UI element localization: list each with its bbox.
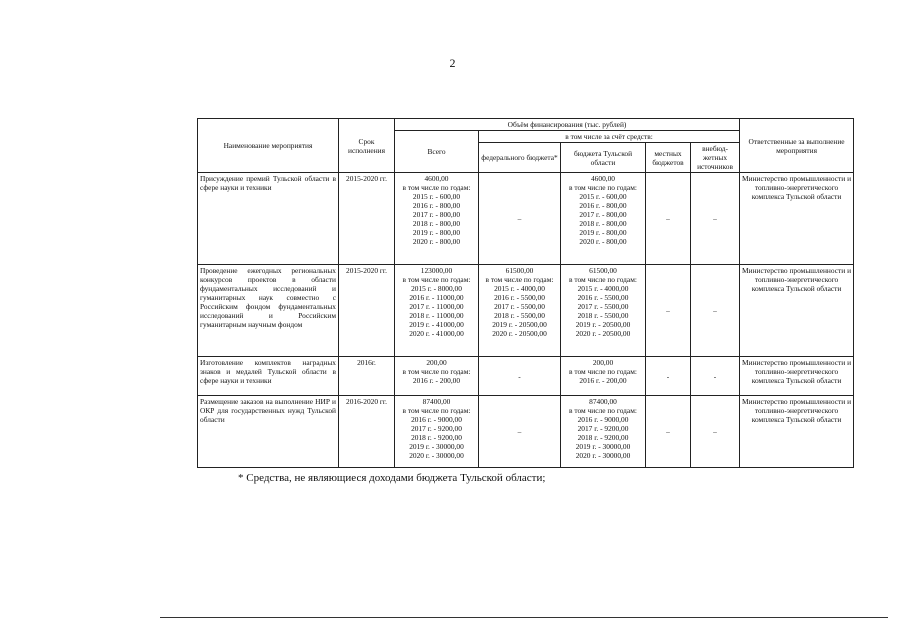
bottom-rule [160, 617, 888, 618]
cell-regional-line: 200,00 [592, 358, 614, 368]
cell-regional-line: 2020 г. - 20500,00 [575, 329, 631, 339]
cell-total [395, 357, 479, 396]
table-row [198, 173, 854, 265]
cell-regional-line: 87400,00 [589, 397, 617, 407]
cell-total-line: 2015 г. - 600,00 [412, 192, 461, 202]
table-row [198, 357, 854, 396]
cell-term: 2016-2020 гг. [339, 396, 395, 468]
cell-regional-line: 2015 г. - 4000,00 [577, 284, 629, 294]
cell-regional-line: 4600,00 [590, 174, 616, 184]
cell-federal [479, 173, 561, 265]
cell-regional-line: 2018 г. - 5500,00 [577, 311, 629, 321]
cell-offbudget: – [691, 173, 740, 265]
cell-name: Изготовление комплектов наградных знаков и медалей Тульской области в сфере науки и техники [198, 357, 339, 396]
cell-name: Присуждение премий Тульской области в сфере науки и техники [198, 173, 339, 265]
cell-regional-line: 2017 г. - 800,00 [579, 210, 627, 220]
cell-total-line: в том числе по годам: [402, 367, 471, 377]
cell-total-line: 123000,00 [420, 266, 453, 276]
cell-total [395, 396, 479, 468]
cell-total-line: 2015 г. - 8000,00 [411, 284, 462, 294]
cell-federal-line: 2017 г. - 5500,00 [494, 302, 545, 312]
cell-regional-line: 2016 г. - 800,00 [579, 201, 627, 211]
cell-federal-value: - [518, 371, 521, 381]
cell-regional [561, 173, 646, 265]
cell-responsible: Министерство промышленности и топливно-энергетического комплекса Тульской области [740, 265, 854, 357]
cell-offbudget: – [691, 396, 740, 468]
cell-term: 2015-2020 гг. [339, 173, 395, 265]
cell-federal-value: – [517, 427, 522, 437]
cell-local: - [646, 357, 691, 396]
cell-total-line: 2020 г. - 41000,00 [409, 329, 464, 339]
cell-local: – [646, 173, 691, 265]
cell-total-line: 2018 г. - 11000,00 [409, 311, 464, 321]
cell-regional-line: 2020 г. - 30000,00 [575, 451, 631, 461]
cell-regional-line: 2019 г. - 20500,00 [575, 320, 631, 330]
cell-regional-line: 2018 г. - 800,00 [579, 219, 627, 229]
cell-total-line: 2017 г. - 800,00 [412, 210, 461, 220]
cell-name: Проведение ежегодных региональных конкурсов проектов в области фундаментальных исследований и гуманитарных наук совместно с Российским фондом фундаментальных исследований и Российским гуманитарным научным фондом [198, 265, 339, 357]
cell-regional-line: 2017 г. - 9200,00 [577, 424, 629, 434]
cell-federal-line: 2019 г. - 20500,00 [492, 320, 547, 330]
cell-total-line: в том числе по годам: [402, 275, 471, 285]
page-number: 2 [449, 56, 456, 70]
cell-responsible: Министерство промышленности и топливно-энергетического комплекса Тульской области [740, 173, 854, 265]
cell-term: 2015-2020 гг. [339, 265, 395, 357]
cell-total [395, 173, 479, 265]
cell-federal-line: 2018 г. - 5500,00 [494, 311, 545, 321]
cell-regional-line: 2016 г. - 5500,00 [577, 293, 629, 303]
cell-regional [561, 265, 646, 357]
cell-regional-line: 61500,00 [589, 266, 617, 276]
cell-total-line: 2016 г. - 9000,00 [411, 415, 462, 425]
cell-regional-line: 2016 г. - 9000,00 [577, 415, 629, 425]
cell-total-line: в том числе по годам: [402, 183, 471, 193]
cell-regional-line: в том числе по годам: [569, 367, 637, 377]
cell-total-line: 2017 г. - 9200,00 [411, 424, 462, 434]
header-responsible: Ответственные за выполнение мероприятия [740, 119, 854, 173]
cell-federal-line: 2020 г. - 20500,00 [492, 329, 547, 339]
header-regional: бюджета Тульской области [561, 143, 646, 173]
cell-total [395, 265, 479, 357]
cell-local: – [646, 265, 691, 357]
financing-table [197, 118, 854, 468]
cell-total-line: 200,00 [426, 358, 447, 368]
cell-regional-line: 2017 г. - 5500,00 [577, 302, 629, 312]
header-offbudget: внебюд-жетных источников [691, 143, 740, 173]
cell-total-line: 2019 г. - 800,00 [412, 228, 461, 238]
cell-regional-line: 2018 г. - 9200,00 [577, 433, 629, 443]
header-term: Срок исполнения [339, 119, 395, 173]
cell-total-line: 2019 г. - 41000,00 [409, 320, 464, 330]
footnote: * Средства, не являющиеся доходами бюджета Тульской области; [238, 472, 546, 484]
cell-offbudget: - [691, 357, 740, 396]
header-total: Всего [395, 131, 479, 173]
header-financing: Объём финансирования (тыс. рублей) [395, 119, 740, 131]
cell-regional [561, 357, 646, 396]
cell-total-line: 2020 г. - 30000,00 [409, 451, 464, 461]
table-row [198, 396, 854, 468]
header-including: в том числе за счёт средств: [479, 131, 740, 143]
cell-total-line: 2016 г. - 200,00 [412, 376, 461, 386]
cell-regional-line: в том числе по годам: [569, 406, 637, 416]
cell-federal-line: 61500,00 [505, 266, 534, 276]
cell-responsible: Министерство промышленности и топливно-энергетического комплекса Тульской области [740, 396, 854, 468]
cell-federal [479, 265, 561, 357]
cell-federal-line: 2016 г. - 5500,00 [494, 293, 545, 303]
cell-total-line: 2017 г. - 11000,00 [409, 302, 464, 312]
cell-regional-line: 2016 г. - 200,00 [579, 376, 627, 386]
cell-total-line: в том числе по годам: [402, 406, 471, 416]
cell-name: Размещение заказов на выполнение НИР и ОКР для государственных нужд Тульской области [198, 396, 339, 468]
cell-total-line: 2020 г. - 800,00 [412, 237, 461, 247]
cell-federal-value: – [517, 214, 522, 224]
cell-federal [479, 396, 561, 468]
cell-offbudget: – [691, 265, 740, 357]
table-body [198, 173, 854, 468]
cell-regional-line: 2019 г. - 800,00 [579, 228, 627, 238]
header-name: Наименование мероприятия [198, 119, 339, 173]
cell-total-line: 2016 г. - 800,00 [412, 201, 461, 211]
cell-regional [561, 396, 646, 468]
cell-regional-line: 2020 г. - 800,00 [579, 237, 627, 247]
cell-regional-line: 2019 г. - 30000,00 [575, 442, 631, 452]
table-row [198, 265, 854, 357]
cell-term: 2016г. [339, 357, 395, 396]
cell-federal-line: 2015 г. - 4000,00 [494, 284, 545, 294]
cell-local: – [646, 396, 691, 468]
cell-total-line: 2018 г. - 9200,00 [411, 433, 462, 443]
cell-regional-line: в том числе по годам: [569, 275, 637, 285]
cell-federal-line: в том числе по годам: [485, 275, 554, 285]
header-federal: федерального бюджета* [479, 143, 561, 173]
cell-total-line: 4600,00 [424, 174, 449, 184]
cell-total-line: 87400,00 [422, 397, 451, 407]
cell-regional-line: в том числе по годам: [569, 183, 637, 193]
header-local: местных бюджетов [646, 143, 691, 173]
cell-total-line: 2019 г. - 30000,00 [409, 442, 464, 452]
cell-responsible: Министерство промышленности и топливно-энергетического комплекса Тульской области [740, 357, 854, 396]
cell-total-line: 2016 г. - 11000,00 [409, 293, 464, 303]
cell-total-line: 2018 г. - 800,00 [412, 219, 461, 229]
cell-regional-line: 2015 г. - 600,00 [579, 192, 627, 202]
cell-federal [479, 357, 561, 396]
